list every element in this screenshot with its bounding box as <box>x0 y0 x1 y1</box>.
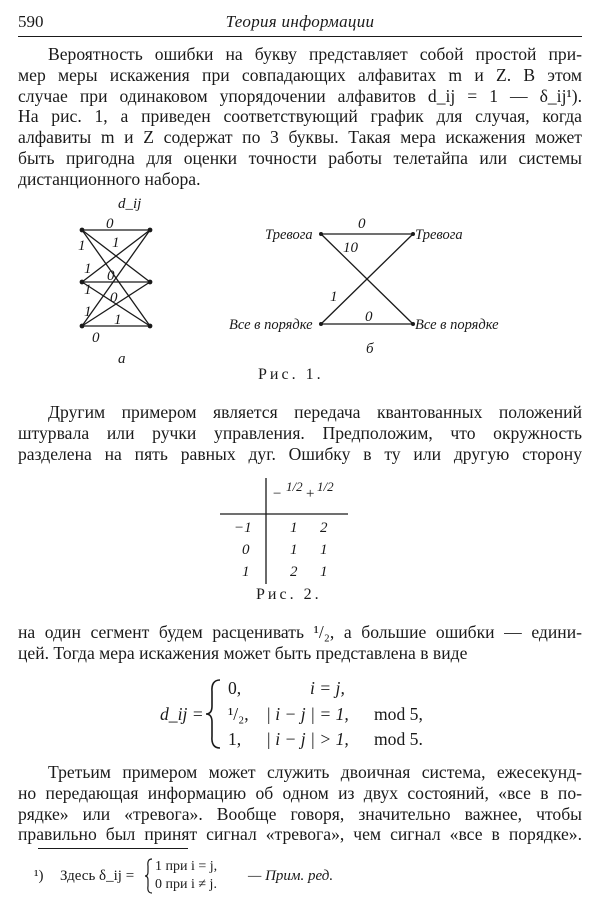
edge-label: 1 <box>84 261 92 277</box>
text-line: на один сегмент будем расценивать ¹/₂, а большие ошибки — едини- <box>18 622 582 642</box>
footnote-tail: — Прим. ред. <box>248 868 334 884</box>
distortion-formula <box>0 672 600 752</box>
table-header-half: 1/2 <box>286 479 303 494</box>
figure-2-caption: Рис. 2. <box>256 586 322 603</box>
footnote-case-1: 1 при i = j, <box>155 859 218 874</box>
page-number: 590 <box>18 12 44 31</box>
table-header-half: 1/2 <box>317 479 334 494</box>
table-cell: 2 <box>290 564 298 580</box>
case-value: 1, <box>228 729 242 749</box>
edge-label: 1 <box>78 238 86 254</box>
footnote-text: Здесь δ_ij = <box>60 868 135 884</box>
paragraph-4 <box>18 762 582 845</box>
text-line: но передающая информацию об одном из двух состояний, «все в по- <box>18 782 582 803</box>
figure-1-caption: Рис. 1. <box>258 366 324 383</box>
case-condition: i = j, <box>310 678 345 698</box>
case-condition: | i − j | = 1, <box>266 704 349 724</box>
case-mod: mod 5. <box>374 729 423 749</box>
edge-label: 10 <box>343 240 358 256</box>
edge-label: 0 <box>107 268 115 284</box>
text-line: разделена на пять равных дуг. Ошибку в ту или другую сторону <box>18 443 582 464</box>
state-label-alarm-left: Тревога <box>265 227 313 243</box>
table-cell: 1 <box>320 542 328 558</box>
footnote-brace <box>144 857 154 895</box>
figure-1a-diagram <box>70 192 180 368</box>
edge-label: 1 <box>84 304 92 320</box>
text-line: рядке» или «тревога». Вообще говоря, значительно важнее, чтобы <box>18 803 582 824</box>
header-rule <box>18 36 582 37</box>
text-line: На рис. 1, а приведен соответствующий график для случая, когда <box>18 106 582 127</box>
paragraph-3 <box>18 622 582 664</box>
text-line: цей. Тогда мера искажения может быть представлена в виде <box>18 642 468 663</box>
figure-2-table <box>220 472 380 588</box>
table-row-label: 0 <box>242 542 250 558</box>
case-value: ¹/₂, <box>228 704 249 724</box>
text-line: Третьим примером может служить двоичная система, ежесекунд- <box>48 762 582 782</box>
running-title: Теория информации <box>225 12 375 31</box>
table-header-minus: − <box>272 486 283 502</box>
edge-label: 0 <box>92 330 100 346</box>
text-line: быть пригодна для оценки точности работы телетайпа или системы <box>18 147 582 168</box>
footnote-mark: ¹) <box>34 868 44 884</box>
footnote-case-2: 0 при i ≠ j. <box>155 877 217 892</box>
text-line: Другим примером является передача квантованных положений <box>48 402 582 422</box>
table-cell: 1 <box>320 564 328 580</box>
table-cell: 1 <box>290 520 298 536</box>
edge-label: 1 <box>112 235 120 251</box>
text-line: случае при одинаковом упорядочении алфавитов d_ij = 1 — δ_ij¹). <box>18 85 582 106</box>
text-line: Вероятность ошибки на букву представляет собой простой при- <box>48 44 582 64</box>
edge-label: 1 <box>330 289 338 305</box>
edge-label: 0 <box>365 309 373 325</box>
figure-sublabel-a: а <box>118 351 126 367</box>
formula-lhs: d_ij = <box>160 704 204 724</box>
table-header-plus: + <box>305 486 316 502</box>
table-row-label: 1 <box>242 564 250 580</box>
edge-label: 1 <box>84 282 92 298</box>
text-line: дистанционного набора. <box>18 168 201 189</box>
figure-sublabel-b: б <box>366 341 374 357</box>
text-line: правильно был принят сигнал «тревога», чем сигнал «все в порядке». <box>18 824 582 845</box>
edge-label: 0 <box>106 216 114 232</box>
case-value: 0, <box>228 678 242 698</box>
edge-label: 1 <box>114 312 122 328</box>
edge-label: 0 <box>110 290 118 306</box>
case-mod: mod 5, <box>374 704 423 724</box>
table-cell: 2 <box>320 520 328 536</box>
paragraph-2 <box>18 402 582 464</box>
footnote-rule <box>38 848 188 849</box>
footnote <box>34 859 394 908</box>
text-line: алфавиты m и Z содержат по 3 буквы. Такая мера искажения может <box>18 127 582 148</box>
text-line: штурвала или ручки управления. Предположим, что окружность <box>18 422 582 443</box>
state-label-ok-right: Все в порядке <box>415 317 499 333</box>
state-label-alarm-right: Тревога <box>415 227 463 243</box>
state-label-ok-left: Все в порядке <box>229 317 313 333</box>
left-brace <box>205 678 223 750</box>
axis-label: d_ij <box>118 196 142 212</box>
edge-label: 0 <box>358 216 366 232</box>
paragraph-1 <box>18 44 582 190</box>
case-condition: | i − j | > 1, <box>266 729 349 749</box>
text-line: мер меры искажения при совпадающих алфавитах m и Z. В этом <box>18 64 582 85</box>
figure-1b-diagram <box>225 210 515 370</box>
table-row-label: −1 <box>234 520 252 536</box>
table-cell: 1 <box>290 542 298 558</box>
